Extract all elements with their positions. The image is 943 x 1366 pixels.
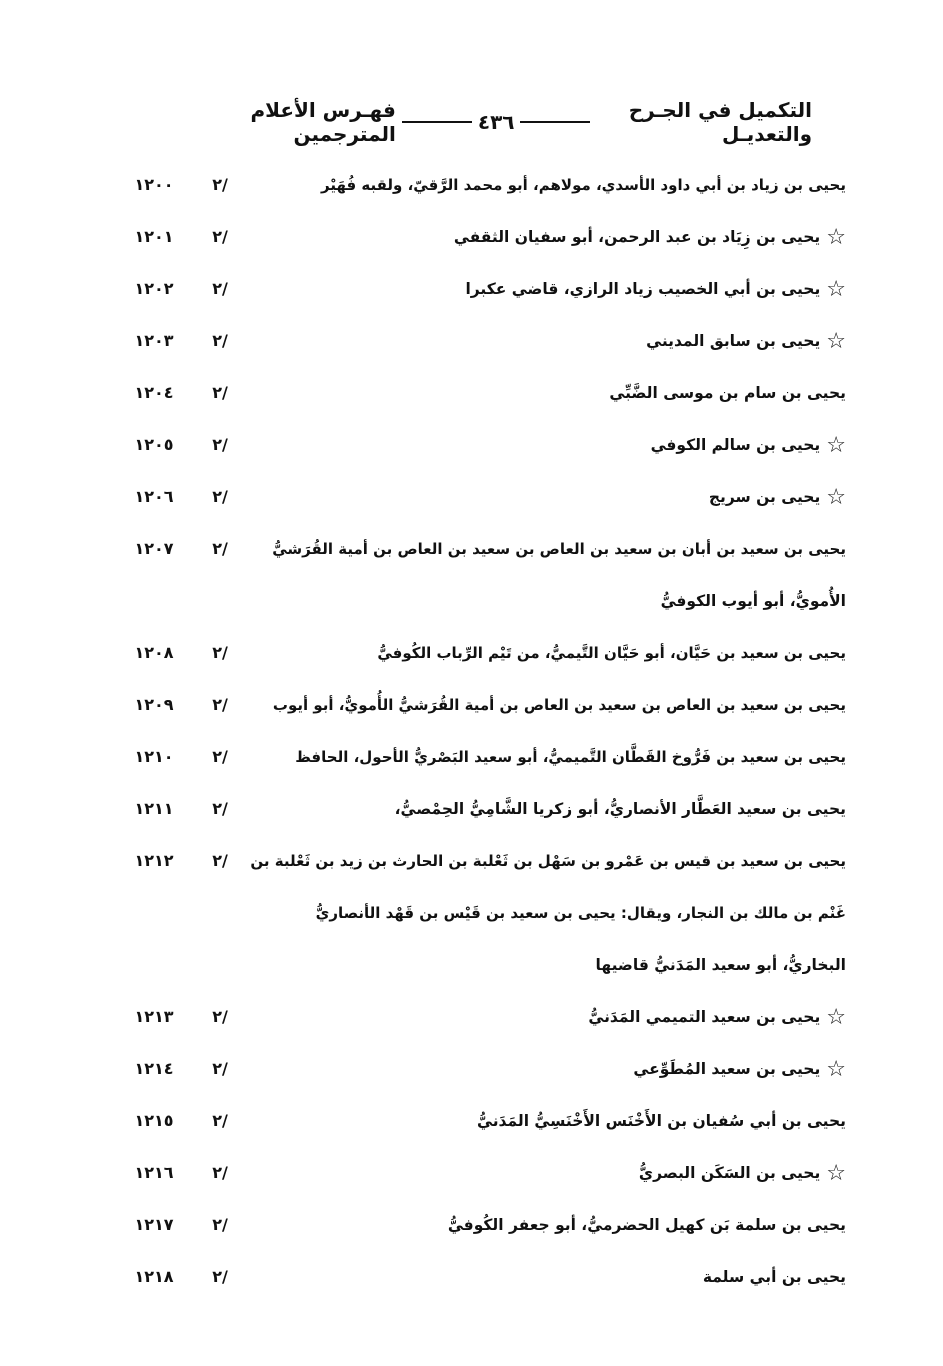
entry-number: ١٢١٨ xyxy=(134,1267,174,1286)
entry-line xyxy=(0,1044,943,1096)
entry-name: يحيى بن سعيد بن حَيَّان، أبو حَيَّان التَّيميُّ، من تَيْم الرِّباب الكُوفيُّ xyxy=(377,644,846,662)
entry-name-text xyxy=(609,380,846,406)
entry-number: ١٢١٣ xyxy=(134,1007,174,1026)
volume-ref: ٢/ xyxy=(212,1059,228,1078)
volume-ref: ٢/ xyxy=(212,539,228,558)
entry-line xyxy=(0,524,943,576)
entry-name: يحيى بن سريج xyxy=(708,488,821,506)
entry-name-text xyxy=(477,1108,846,1134)
index-entry xyxy=(0,680,943,732)
entry-name-text xyxy=(377,640,846,666)
index-entries xyxy=(0,160,943,1304)
entry-line xyxy=(0,888,943,940)
index-entry xyxy=(0,992,943,1044)
volume-ref: ٢/ xyxy=(212,227,228,246)
star-icon: ☆ xyxy=(826,485,846,510)
entry-name: يحيى بن سعيد بن العاص بن سعيد بن العاص بن أمية القُرَشيُّ الأُمويُّ، أبو أيوب xyxy=(272,696,846,714)
entry-name: يحيى بن أبي سلمة xyxy=(702,1268,846,1286)
entry-number: ١٢١٧ xyxy=(134,1215,174,1234)
entry-name: يحيى بن سعيد بن فَرُّوخ القَطَّان التَّميميُّ، أبو سعيد البَصْريُّ الأحول، الحافظ xyxy=(295,748,846,766)
entry-number: ١٢٠٤ xyxy=(134,383,174,402)
entry-name: يحيى بن سابق المديني xyxy=(646,332,821,350)
book-title: التكميل في الجـرح والتعديـل xyxy=(628,98,812,146)
volume-ref: ٢/ xyxy=(212,1163,228,1182)
entry-name-text xyxy=(646,328,846,354)
volume-ref: ٢/ xyxy=(212,1215,228,1234)
entry-name-text xyxy=(588,1004,846,1030)
index-entry xyxy=(0,836,943,992)
index-entry xyxy=(0,264,943,316)
star-icon: ☆ xyxy=(826,277,846,302)
entry-line xyxy=(0,472,943,524)
entry-name: يحيى بن أبي الخصيب زياد الرازي، قاضي عكبرا xyxy=(465,280,821,298)
entry-line xyxy=(0,1096,943,1148)
section-title: فهـرس الأعلام المترجمين xyxy=(250,98,396,146)
entry-number: ١٢٠٢ xyxy=(134,279,174,298)
entry-name-text xyxy=(703,1264,846,1290)
header-dash xyxy=(520,121,590,123)
entry-name-text xyxy=(651,432,846,458)
entry-line xyxy=(0,940,943,992)
entry-line xyxy=(0,836,943,888)
volume-ref: ٢/ xyxy=(212,435,228,454)
entry-line xyxy=(0,212,943,264)
entry-line xyxy=(0,784,943,836)
index-entry xyxy=(0,628,943,680)
entry-name: يحيى بن سعيد العَطَّار الأنصاريُّ، أبو زكريا الشَّامِيُّ الحِمْصيُّ، xyxy=(394,800,846,818)
entry-number: ١٢١٤ xyxy=(134,1059,174,1078)
entry-name-text xyxy=(395,796,846,822)
entry-name-text xyxy=(295,744,846,770)
entry-line xyxy=(0,680,943,732)
entry-name: يحيى بن سعيد بن قيس بن عَمْرو بن سَهْل بن ثَعْلبة بن الحارث بن زيد بن ثَعْلبة بن xyxy=(250,852,846,870)
volume-ref: ٢/ xyxy=(212,279,228,298)
entry-name-text xyxy=(250,848,846,874)
entry-number: ١٢٠٦ xyxy=(134,487,174,506)
header-dash xyxy=(402,121,472,123)
entry-number: ١٢٠٨ xyxy=(134,643,174,662)
star-icon: ☆ xyxy=(826,433,846,458)
entry-number: ١٢١٦ xyxy=(134,1163,174,1182)
volume-ref: ٢/ xyxy=(212,383,228,402)
index-entry xyxy=(0,1044,943,1096)
index-entry xyxy=(0,1148,943,1200)
index-entry xyxy=(0,420,943,472)
entry-line xyxy=(0,1252,943,1304)
page-number: ٤٣٦ xyxy=(477,110,515,134)
entry-line xyxy=(0,732,943,784)
entry-name: غَنْم بن مالك بن النجار، ويقال: يحيى بن سعيد بن قَيْس بن قَهْد الأنصاريُّ xyxy=(315,904,846,922)
index-entry xyxy=(0,732,943,784)
entry-line xyxy=(0,264,943,316)
volume-ref: ٢/ xyxy=(212,1267,228,1286)
entry-name: الأُمويُّ، أبو أيوب الكوفيُّ xyxy=(660,592,846,610)
volume-ref: ٢/ xyxy=(212,487,228,506)
volume-ref: ٢/ xyxy=(212,331,228,350)
entry-line xyxy=(0,368,943,420)
entry-number: ١٢١٠ xyxy=(134,747,174,766)
entry-name-text xyxy=(321,172,846,198)
volume-ref: ٢/ xyxy=(212,851,228,870)
entry-number: ١٢١١ xyxy=(134,799,174,818)
entry-line xyxy=(0,628,943,680)
entry-name-text xyxy=(596,952,846,978)
entry-name: يحيى بن سالم الكوفي xyxy=(650,436,821,454)
volume-ref: ٢/ xyxy=(212,1007,228,1026)
entry-name-text xyxy=(639,1160,846,1186)
entry-line xyxy=(0,576,943,628)
entry-line xyxy=(0,160,943,212)
entry-number: ١٢٠٠ xyxy=(134,175,174,194)
star-icon: ☆ xyxy=(826,225,846,250)
index-entry xyxy=(0,1096,943,1148)
entry-name-text xyxy=(448,1212,846,1238)
volume-ref: ٢/ xyxy=(212,175,228,194)
entry-number: ١٢٠٩ xyxy=(134,695,174,714)
entry-number: ١٢٠٧ xyxy=(134,539,174,558)
entry-name: البخاريُّ، أبو سعيد المَدَنيُّ قاضيها xyxy=(595,956,846,974)
index-entry xyxy=(0,1252,943,1304)
index-entry xyxy=(0,316,943,368)
running-header xyxy=(200,98,812,146)
volume-ref: ٢/ xyxy=(212,747,228,766)
entry-name: يحيى بن السَكَن البصريُّ xyxy=(638,1164,821,1182)
index-entry xyxy=(0,368,943,420)
entry-number: ١٢٠١ xyxy=(134,227,174,246)
index-entry xyxy=(0,472,943,524)
entry-number: ١٢١٥ xyxy=(134,1111,174,1130)
entry-name: يحيى بن زياد بن أبي داود الأسدي، مولاهم، أبو محمد الرَّقيّ، ولقبه فُهَيْر xyxy=(320,176,846,194)
volume-ref: ٢/ xyxy=(212,643,228,662)
entry-line xyxy=(0,316,943,368)
volume-ref: ٢/ xyxy=(212,799,228,818)
entry-name-text xyxy=(709,484,846,510)
entry-line xyxy=(0,1148,943,1200)
entry-name: يحيى بن زِيَاد بن عبد الرحمن، أبو سفيان الثقفي xyxy=(453,228,821,246)
entry-name-text xyxy=(454,224,846,250)
star-icon: ☆ xyxy=(826,1161,846,1186)
entry-number: ١٢٠٣ xyxy=(134,331,174,350)
index-entry xyxy=(0,784,943,836)
entry-name: يحيى بن سام بن موسى الضَّبِّي xyxy=(609,384,846,402)
entry-line xyxy=(0,992,943,1044)
entry-name: يحيى بن سلمة بَن كهيل الحضرميُّ، أبو جعفر الكُوفيُّ xyxy=(447,1216,846,1234)
entry-name: يحيى بن أبي سُفيان بن الأَخْنَس الأَخْنَسِيُّ المَدَنيُّ xyxy=(477,1112,846,1130)
entry-name-text xyxy=(316,900,846,926)
entry-name-text xyxy=(272,536,846,562)
entry-name-text xyxy=(273,692,846,718)
entry-name-text xyxy=(465,276,846,302)
star-icon: ☆ xyxy=(826,329,846,354)
volume-ref: ٢/ xyxy=(212,1111,228,1130)
entry-name: يحيى بن سعيد التميمي المَدَنيُّ xyxy=(588,1008,821,1026)
entry-name: يحيى بن سعيد المُطَوِّعي xyxy=(633,1060,821,1078)
entry-line xyxy=(0,1200,943,1252)
index-entry xyxy=(0,524,943,628)
entry-number: ١٢٠٥ xyxy=(134,435,174,454)
index-entry xyxy=(0,160,943,212)
entry-line xyxy=(0,420,943,472)
entry-name: يحيى بن سعيد بن أبان بن سعيد بن العاص بن سعيد بن العاص بن أمية القُرَشيُّ xyxy=(272,540,846,558)
star-icon: ☆ xyxy=(826,1005,846,1030)
index-entry xyxy=(0,1200,943,1252)
star-icon: ☆ xyxy=(826,1057,846,1082)
volume-ref: ٢/ xyxy=(212,695,228,714)
index-entry xyxy=(0,212,943,264)
entry-name-text xyxy=(661,588,846,614)
entry-name-text xyxy=(633,1056,846,1082)
entry-number: ١٢١٢ xyxy=(134,851,174,870)
